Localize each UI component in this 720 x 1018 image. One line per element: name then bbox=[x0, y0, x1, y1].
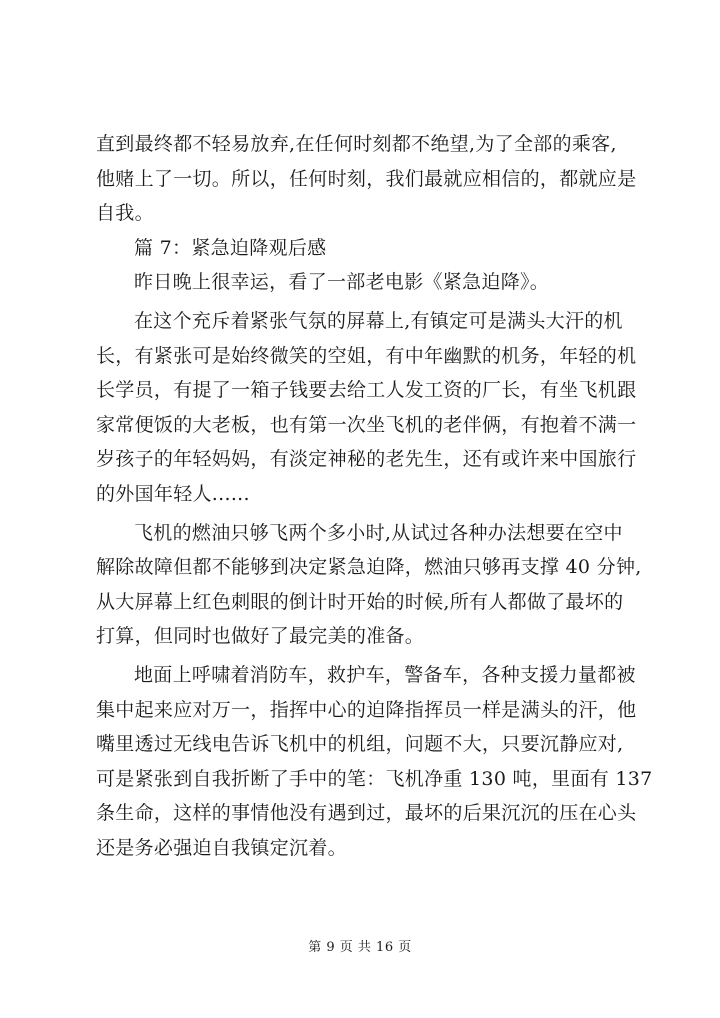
text-line: 他赌上了一切。所以，任何时刻，我们最就应相信的，都就应是 bbox=[96, 167, 637, 190]
paragraph bbox=[96, 231, 636, 266]
text-line: 集中起来应对万一，指挥中心的迫降指挥员一样是满头的汗，他 bbox=[96, 698, 637, 721]
text-line: 长，有紧张可是始终微笑的空姐，有中年幽默的机务，年轻的机 bbox=[96, 344, 637, 367]
text-line: 在这个充斥着紧张气氛的屏幕上,有镇定可是满头大汗的机 bbox=[134, 309, 623, 332]
text-line: 自我。 bbox=[96, 202, 154, 225]
text-line: 条生命，这样的事情他没有遇到过，最坏的后果沉沉的压在心头 bbox=[96, 802, 637, 825]
text-line: 家常便饭的大老板，也有第一次坐飞机的老伴俩，有抱着不满一 bbox=[96, 413, 637, 436]
text-line: 可是紧张到自我折断了手中的笔：飞机净重 130 吨，里面有 137 bbox=[96, 767, 653, 790]
text-line: 岁孩子的年轻妈妈，有淡定神秘的老先生，还有或许来中国旅行 bbox=[96, 448, 637, 471]
text-line: 昨日晚上很幸运，看了一部老电影《紧急迫降》。 bbox=[134, 271, 550, 294]
paragraph bbox=[96, 516, 642, 654]
document-body bbox=[96, 127, 653, 865]
text-line: 解除故障但都不能够到决定紧急迫降，燃油只够再支撑 40 分钟, bbox=[96, 556, 642, 579]
text-line: 从大屏幕上红色刺眼的倒计时开始的时候,所有人都做了最坏的 bbox=[96, 590, 624, 613]
text-line: 篇 7：紧急迫降观后感 bbox=[134, 236, 327, 259]
paragraph bbox=[96, 265, 636, 300]
text-line: 打算，但同时也做好了最完美的准备。 bbox=[96, 625, 425, 648]
paragraph bbox=[96, 304, 636, 512]
text-line: 直到最终都不轻易放弃,在任何时刻都不绝望,为了全部的乘客, bbox=[96, 133, 617, 155]
text-line: 地面上呼啸着消防车，救护车，警备车，各种支援力量都被 bbox=[134, 663, 636, 686]
text-line: 飞机的燃油只够飞两个多小时,从试过各种办法想要在空中 bbox=[134, 521, 623, 544]
page-footer: 第 9 页 共 16 页 bbox=[308, 940, 412, 955]
text-line: 长学员，有提了一箱子钱要去给工人发工资的厂长，有坐飞机跟 bbox=[96, 379, 637, 402]
text-line: 嘴里透过无线电告诉飞机中的机组，问题不大，只要沉静应对, bbox=[96, 733, 624, 756]
paragraph bbox=[96, 127, 636, 231]
text-line: 的外国年轻人...... bbox=[96, 482, 250, 505]
text-line: 还是务必强迫自我镇定沉着。 bbox=[96, 836, 347, 859]
paragraph bbox=[96, 658, 653, 866]
